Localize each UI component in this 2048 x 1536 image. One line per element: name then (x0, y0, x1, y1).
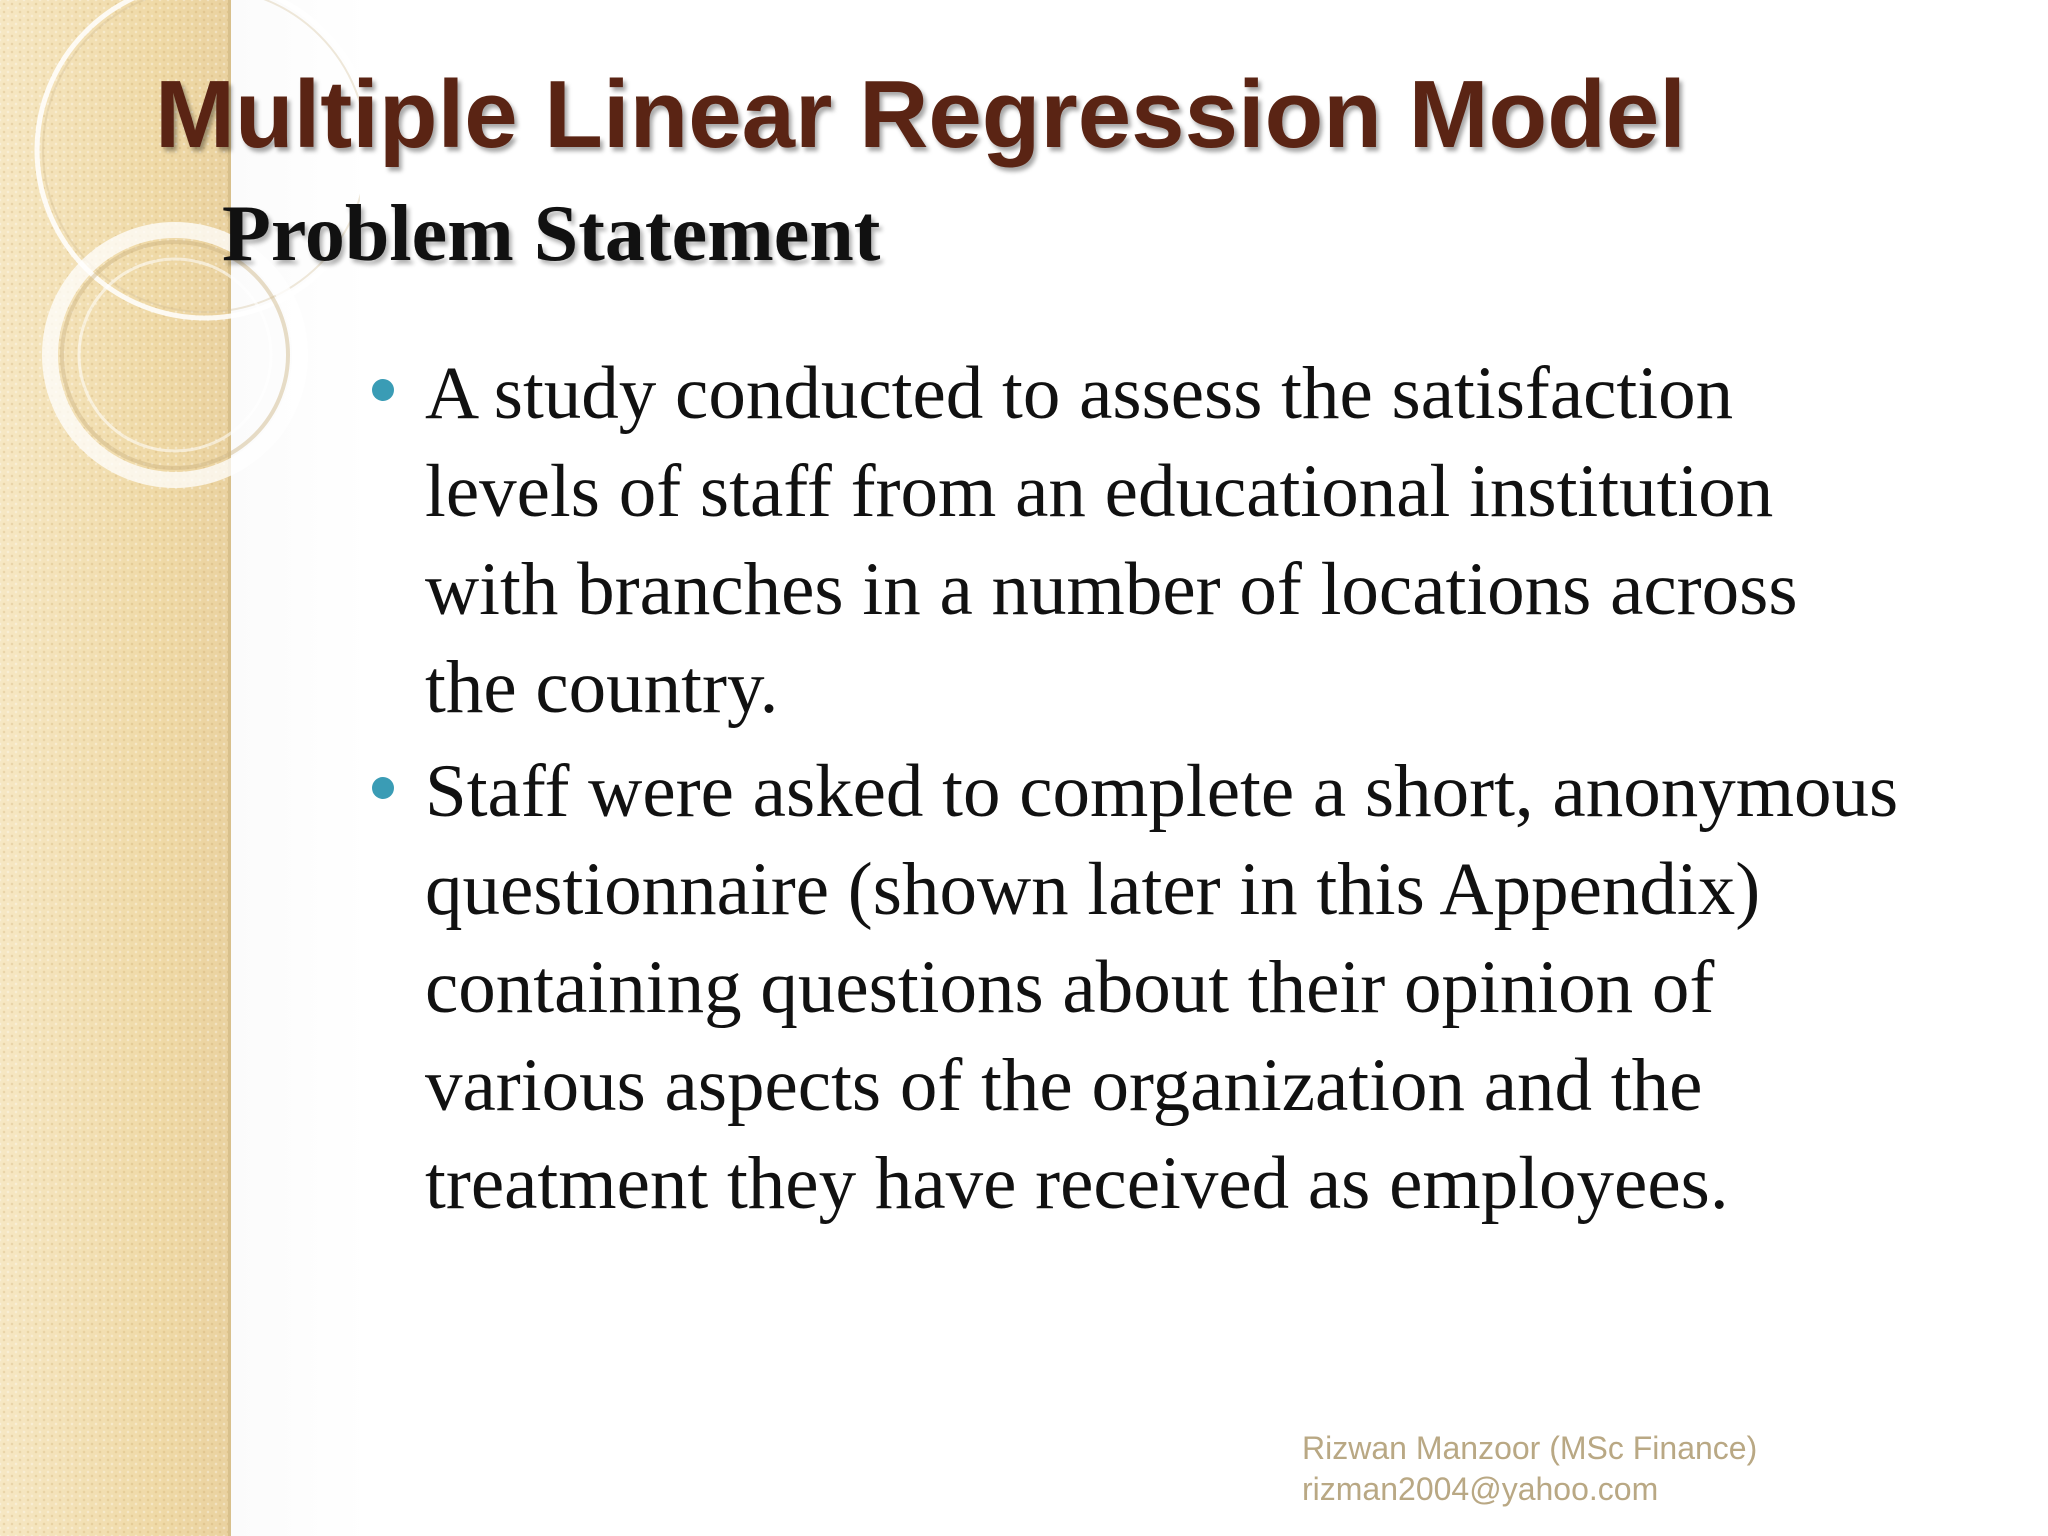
footer-email: rizman2004@yahoo.com (1302, 1471, 1659, 1507)
bullet-point-icon (372, 379, 394, 401)
bullet-item (360, 743, 1900, 1233)
slide-subtitle: Problem Statement (222, 190, 881, 278)
bullet-list (360, 345, 1900, 1239)
footer-credit (1302, 1428, 1757, 1510)
bullet-point-icon (372, 777, 394, 799)
footer-author: Rizwan Manzoor (MSc Finance) (1302, 1430, 1758, 1466)
bullet-text: Staff were asked to complete a short, anonymous questionnaire (shown later in this Appendix) containing questions about their opinion of various aspects of the organization and the treatment they have received as employees. (425, 750, 1899, 1225)
bullet-text: A study conducted to assess the satisfaction levels of staff from an educational institution with branches in a number of locations across the country. (425, 352, 1798, 729)
slide-title: Multiple Linear Regression Model (155, 61, 1686, 168)
bullet-item (360, 345, 1900, 737)
